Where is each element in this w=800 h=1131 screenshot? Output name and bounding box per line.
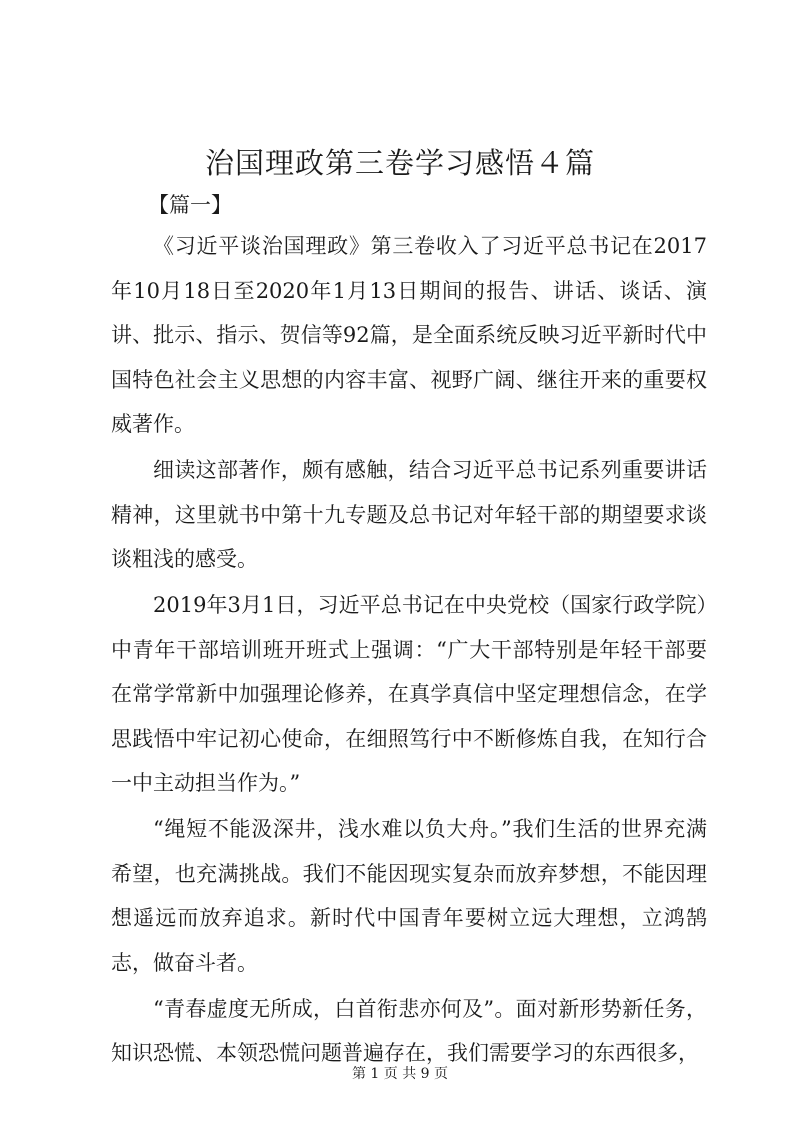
document-title: 治国理政第三卷学习感悟４篇: [204, 146, 595, 180]
page-footer: 第 1 页 共 9 页: [351, 1066, 449, 1082]
paragraph-5: “青春虚度无所成，白首衔悲亦何及”。面对新形势新任务，知识恐慌、本领恐慌问题普遍存在，我们需要学习的东西很多，: [111, 996, 707, 1065]
paragraph-3: 2019年3月1日，习近平总书记在中央党校（国家行政学院）中青年干部培训班开班式上强调：“广大干部特别是年轻干部要在常学常新中加强理论修养，在真学真信中坚定理想信念，在学思践悟中牢记初心使命，在细照笃行中不断修炼自我，在知行合一中主动担当作为。”: [111, 593, 707, 795]
paragraph-2: 细读这部著作，颇有感触，结合习近平总书记系列重要讲话精神，这里就书中第十九专题及总书记对年轻干部的期望要求谈谈粗浅的感受。: [111, 458, 707, 571]
section-label: 【篇一】: [148, 193, 232, 217]
paragraph-1: 《习近平谈治国理政》第三卷收入了习近平总书记在2017年10月18日至2020年1月13日期间的报告、讲话、谈话、演讲、批示、指示、贺信等92篇，是全面系统反映习近平新时代中国特色社会主义思想的内容丰富、视野广阔、继往开来的重要权威著作。: [111, 234, 707, 436]
paragraph-4: “绳短不能汲深井，浅水难以负大舟。”我们生活的世界充满希望，也充满挑战。我们不能因现实复杂而放弃梦想，不能因理想遥远而放弃追求。新时代中国青年要树立远大理想，立鸿鹄志，做奋斗者。: [111, 817, 707, 975]
document-body: [111, 224, 707, 1077]
